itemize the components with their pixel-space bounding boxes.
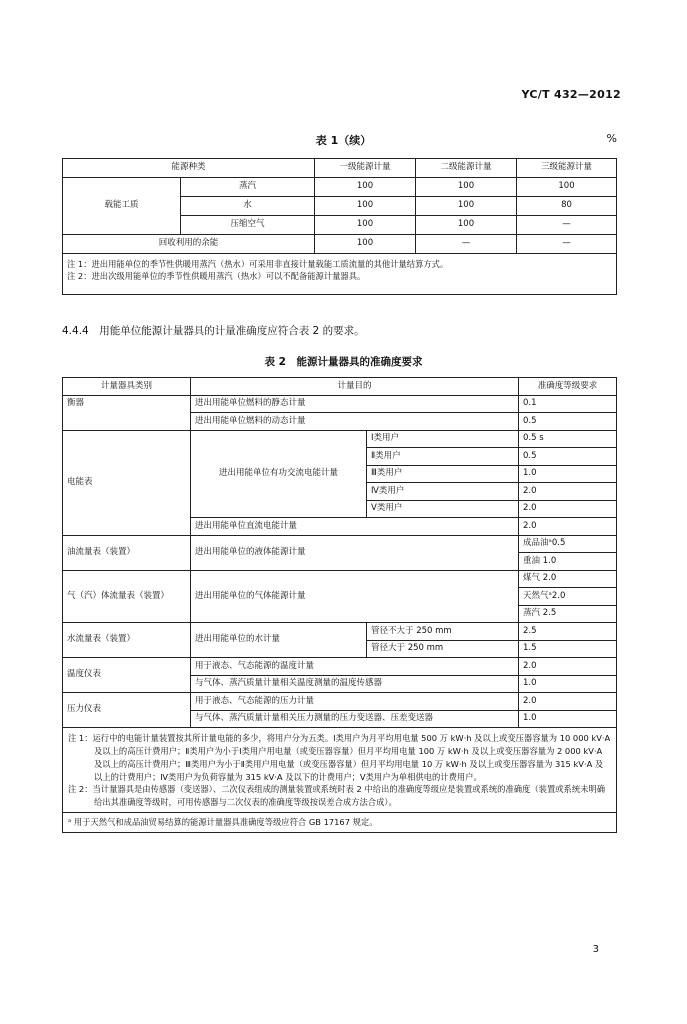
sub-purpose-cell: 管径大于 250 mm [367,640,519,658]
header-cell: 计量器具类别 [63,378,191,396]
instrument-label: 电能表 [63,430,191,535]
table-cell: — [416,235,517,254]
accuracy-cell: 2.0 [519,658,617,676]
instrument-label: 气（汽）体流量表（装置） [63,570,191,623]
accuracy-cell: 2.0 [519,693,617,711]
note: 注 1：运行中的电能计量装置按其所计量电能的多少，将用户分为五类。Ⅰ类用户为月平均用电量 500 万 kW·h 及以上或变压器容量为 10 000 kV·A 及以上的高压计费用户；Ⅱ类用户为小于Ⅰ类用户用电量（或变压器容量）但月平均用电量 100 万 kW·h 及以上或变压器容量为 2 000 kV·A 及以上的高压计费用户；Ⅲ类用户为小于Ⅱ类用户用电量（或变压器容量）但月平均用电量 10 万 kW·h 及以上或变压器容量为 315 kV·A 及以上的计费用户；Ⅳ类用户为负荷容量为 315 kV·A 及以下的计费用户；Ⅴ类用户为单相供电的计费用户。 [68,733,611,782]
table-row [63,378,617,396]
sub-purpose-cell: Ⅴ类用户 [367,500,519,518]
accuracy-cell: 蒸汽 2.5 [519,605,617,623]
instrument-label: 水流量表（装置） [63,623,191,658]
purpose-cell: 与气体、蒸汽质量计量相关温度测量的温度传感器 [191,675,519,693]
table2-footnote: ᵃ 用于天然气和成品油贸易结算的能源计量器具准确度等级应符合 GB 17167 规定。 [63,813,617,833]
page-number: 3 [592,944,599,955]
accuracy-cell: 1.0 [519,710,617,728]
accuracy-cell: 重油 1.0 [519,553,617,571]
instrument-label: 温度仪表 [63,658,191,693]
accuracy-cell: 0.5 s [519,430,617,448]
table-row [63,159,617,178]
table-cell: — [517,235,617,254]
sub-purpose-cell: Ⅳ类用户 [367,483,519,501]
table-cell: — [517,216,617,235]
table-cell: 100 [517,178,617,197]
header-cell: 计量目的 [191,378,519,396]
table-row [63,395,617,413]
energy-name: 回收利用的余能 [63,235,315,254]
purpose-cell: 用于液态、气态能源的温度计量 [191,658,519,676]
table-cell: 80 [517,197,617,216]
purpose-cell: 进出用能单位的气体能源计量 [191,570,519,623]
accuracy-cell: 成品油ᵃ0.5 [519,535,617,553]
header-cell: 二级能源计量 [416,159,517,178]
instrument-label: 衡器 [63,395,191,430]
accuracy-cell: 煤气 2.0 [519,570,617,588]
note: 注 2：当计量器具是由传感器（变送器）、二次仪表组成的测量装置或系统时表 2 中给出的准确度等级应是装置或系统的准确度（装置或系统未明确给出其准确度等级时，可用传感器与二次仪表的准确度等级按误差合成方法合成）。 [68,784,606,808]
table2-title: 表 2 能源计量器具的准确度要求 [264,356,423,368]
purpose-cell: 进出用能单位直流电能计量 [191,518,519,536]
table-row [63,693,617,711]
standard-code: YC/T 432—2012 [521,88,621,101]
table2-notes [63,728,617,813]
sub-purpose-cell: Ⅲ类用户 [367,465,519,483]
accuracy-cell: 0.5 [519,448,617,466]
sub-purpose-cell: Ⅰ类用户 [367,430,519,448]
sub-purpose-cell: Ⅱ类用户 [367,448,519,466]
purpose-cell: 与气体、蒸汽质量计量相关压力测量的压力变送器、压差变送器 [191,710,519,728]
accuracy-cell: 2.5 [519,623,617,641]
table-row [63,178,617,197]
purpose-cell: 用于液态、气态能源的压力计量 [191,693,519,711]
accuracy-cell: 2.0 [519,483,617,501]
table-row [63,623,617,641]
table-cell: 100 [315,178,416,197]
table-cell: 100 [416,197,517,216]
table1-title: 表 1（续） [315,134,372,147]
sub-purpose-cell: 管径不大于 250 mm [367,623,519,641]
accuracy-cell: 1.0 [519,675,617,693]
table1-notes [63,254,617,295]
table1-unit: % [606,132,617,145]
table1 [62,158,617,295]
group-label: 载能工质 [63,178,181,235]
accuracy-cell: 2.0 [519,500,617,518]
instrument-label: 压力仪表 [63,693,191,728]
table-cell: 100 [315,235,416,254]
table-cell: 100 [416,216,517,235]
header-cell: 能源种类 [63,159,315,178]
note: 注 2：进出次级用能单位的季节性供暖用蒸汽（热水）可以不配备能源计量器具。 [67,271,366,282]
instrument-label: 油流量表（装置） [63,535,191,570]
header-cell: 一级能源计量 [315,159,416,178]
accuracy-cell: 天然气ᵃ2.0 [519,588,617,606]
clause-4-4-4: 4.4.4 用能单位能源计量器具的计量准确度应符合表 2 的要求。 [62,325,365,337]
table-row [63,535,617,553]
accuracy-cell: 0.5 [519,413,617,431]
purpose-cell: 进出用能单位有功交流电能计量 [191,430,367,518]
header-cell: 准确度等级要求 [519,378,617,396]
purpose-cell: 进出用能单位燃料的静态计量 [191,395,519,413]
table-row [63,235,617,254]
table2 [62,377,617,833]
energy-name: 压缩空气 [181,216,315,235]
purpose-cell: 进出用能单位的液体能源计量 [191,535,519,570]
table-row [63,658,617,676]
accuracy-cell: 1.5 [519,640,617,658]
energy-name: 水 [181,197,315,216]
header-cell: 三级能源计量 [517,159,617,178]
table-row [63,570,617,588]
note: 注 1：进出用能单位的季节性供暖用蒸汽（热水）可采用非直接计量载能工质流量的其他计量结算方式。 [67,259,449,269]
energy-name: 蒸汽 [181,178,315,197]
table-row [63,430,617,448]
accuracy-cell: 0.1 [519,395,617,413]
accuracy-cell: 2.0 [519,518,617,536]
purpose-cell: 进出用能单位燃料的动态计量 [191,413,519,431]
table-cell: 100 [416,178,517,197]
table-cell: 100 [315,216,416,235]
purpose-cell: 进出用能单位的水计量 [191,623,367,658]
accuracy-cell: 1.0 [519,465,617,483]
table-cell: 100 [315,197,416,216]
